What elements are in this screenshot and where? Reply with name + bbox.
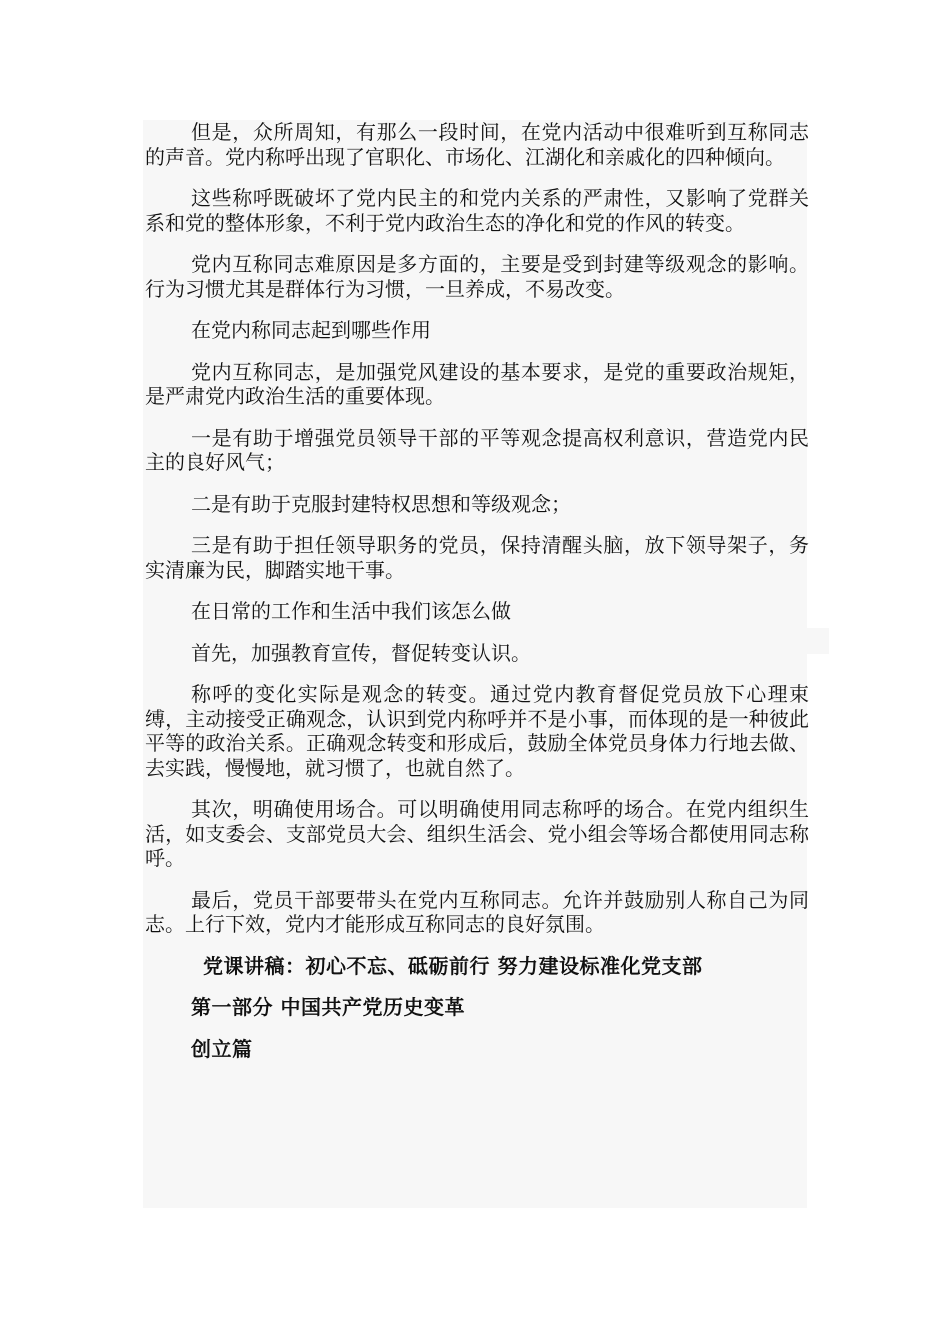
paragraph: 二是有助于克服封建特权思想和等级观念； — [191, 491, 571, 516]
paragraph: 称呼的变化实际是观念的转变。通过党内教育督促党员放下心理束缚，主动接受正确观念，认识到党内称呼并不是小事，而体现的是一种彼此平等的政治关系。正确观念转变和形成后，鼓励全体党员身体力行地去做、去实践，慢慢地，就习惯了，也就自然了。 — [145, 682, 809, 780]
paragraph: 在日常的工作和生活中我们该怎么做 — [191, 599, 511, 623]
paragraph: 党内互称同志，是加强党风建设的基本要求，是党的重要政治规矩，是严肃党内政治生活的重要体现。 — [145, 359, 809, 408]
paragraph: 党内互称同志难原因是多方面的，主要是受到封建等级观念的影响。行为习惯尤其是群体行为习惯，一旦养成，不易改变。 — [145, 252, 809, 301]
page-background-overflow — [807, 628, 829, 654]
paragraph: 一是有助于增强党员领导干部的平等观念提高权利意识，营造党内民主的良好风气； — [145, 425, 809, 474]
section-heading: 第一部分 中国共产党历史变革 — [191, 995, 465, 1019]
paragraph: 在党内称同志起到哪些作用 — [191, 318, 431, 342]
paragraph: 但是，众所周知，有那么一段时间，在党内活动中很难听到互称同志的声音。党内称呼出现了官职化、市场化、江湖化和亲戚化的四种倾向。 — [145, 120, 809, 169]
paragraph: 这些称呼既破坏了党内民主的和党内关系的严肃性，又影响了党群关系和党的整体形象，不利于党内政治生态的净化和党的作风的转变。 — [145, 186, 809, 235]
paragraph: 其次，明确使用场合。可以明确使用同志称呼的场合。在党内组织生活，如支委会、支部党员大会、组织生活会、党小组会等场合都使用同志称呼。 — [145, 797, 809, 870]
paragraph: 最后，党员干部要带头在党内互称同志。允许并鼓励别人称自己为同志。上行下效，党内才能形成互称同志的良好氛围。 — [145, 887, 809, 936]
document-body — [145, 120, 809, 1078]
paragraph: 首先，加强教育宣传，督促转变认识。 — [191, 640, 531, 665]
subsection-heading: 创立篇 — [191, 1036, 253, 1061]
lecture-title: 党课讲稿：初心不忘、砥砺前行 努力建设标准化党支部 — [203, 953, 703, 978]
paragraph: 三是有助于担任领导职务的党员，保持清醒头脑，放下领导架子，务实清廉为民，脚踏实地干事。 — [145, 533, 809, 582]
